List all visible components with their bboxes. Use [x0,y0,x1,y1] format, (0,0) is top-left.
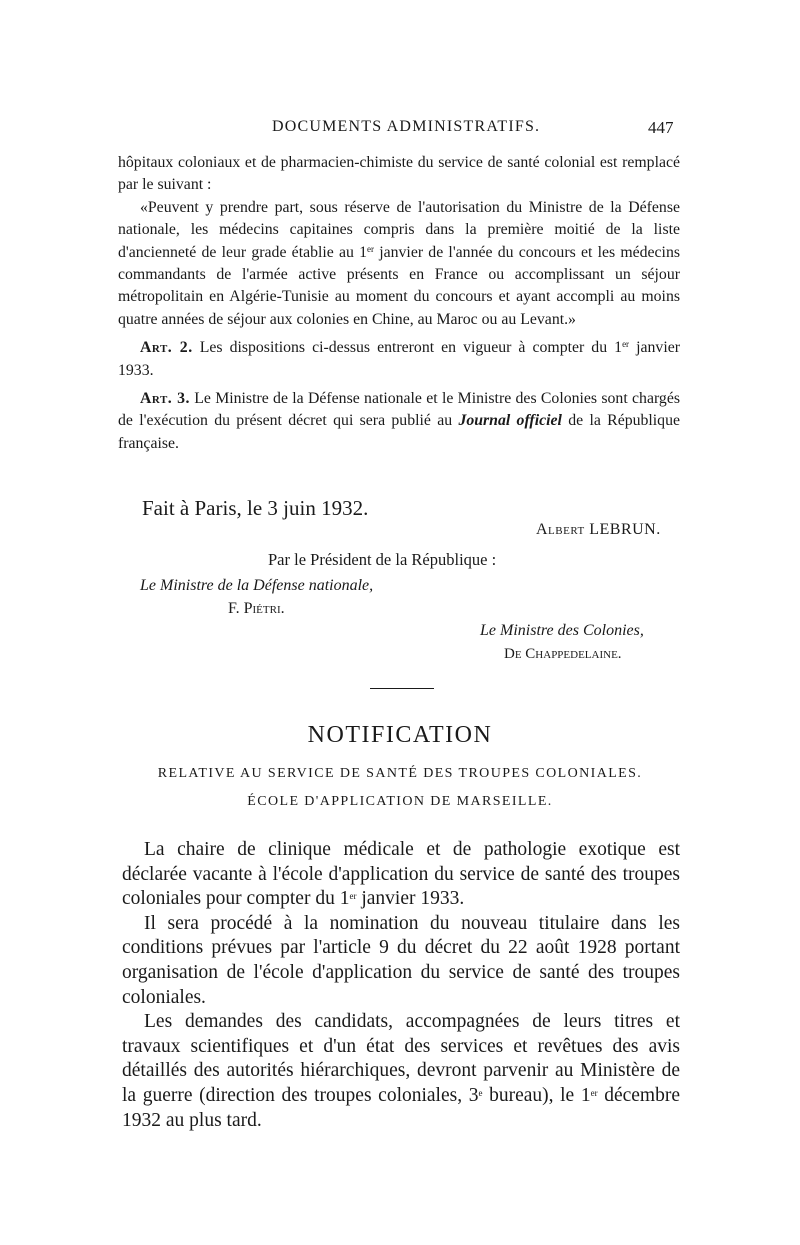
notification-subtitle-2: ÉCOLE D'APPLICATION DE MARSEILLE. [247,794,553,809]
decree-text [118,152,680,455]
running-head: DOCUMENTS ADMINISTRATIFS. [272,118,541,135]
section-divider [370,688,434,689]
minister-defense-name: F. Piétri. [228,600,285,617]
article-3: Art. 3. Le Ministre de la Défense nationale et le Ministre des Colonies sont chargés de l'exécution du présent décret qui sera publié au Journal officiel de la République française. [118,390,680,452]
notification-paragraph-1: La chaire de clinique médicale et de pathologie exotique est déclarée vacante à l'école d'application du service de santé des troupes coloniales pour compter du 1er janvier 1933. [122,839,680,910]
par-le-president: Par le Président de la République : [268,550,497,569]
minister-colonies-name: De Chappedelaine. [504,646,622,662]
article-3-label: Art. 3. [140,390,190,408]
president-signature: Albert LEBRUN. [536,521,661,538]
page-header [0,118,800,140]
journal-officiel: Journal officiel [458,412,562,430]
notification-subtitle-1: RELATIVE AU SERVICE DE SANTÉ DES TROUPES COLONIALES. [157,766,643,781]
article-2: Art. 2. Les dispositions ci-dessus entreront en vigueur à compter du 1er janvier 1933. [118,339,680,379]
page-number: 447 [648,118,674,137]
notification-title: NOTIFICATION [307,722,493,748]
minister-colonies-title: Le Ministre des Colonies, [480,622,644,639]
article-2-label: Art. 2. [140,339,193,357]
notification-body [122,838,680,1133]
notification-paragraph-3: Les demandes des candidats, accompagnées de leurs titres et travaux scientifiques et d'un état des services et revêtues des avis détaillés des autorités hiérarchiques, devront parvenir au Ministère de la guerre (direction des troupes coloniales, 3e bureau), le 1er décembre 1932 au plus tard. [122,1011,680,1131]
intro-paragraph: hôpitaux coloniaux et de pharmacien-chimiste du service de santé colonial est remplacé par le suivant : [118,154,680,194]
notification-paragraph-2: Il sera procédé à la nomination du nouveau titulaire dans les conditions prévues par l'article 9 du décret du 22 août 1928 portant organisation de l'école d'application du service de santé des troupes coloniales. [122,912,680,1008]
quote-paragraph: «Peuvent y prendre part, sous réserve de l'autorisation du Ministre de la Défense nationale, les médecins capitaines compris dans la première moitié de la liste d'ancienneté de leur grade établie au 1er janvier de l'année du concours et les médecins commandants de l'armée active présents en France ou accomplissant un séjour métropolitain en Algérie-Tunisie au moment du concours et ayant accompli au moins quatre années de séjour aux colonies en Chine, au Maroc ou au Levant.» [118,198,680,328]
place-and-date: Fait à Paris, le 3 juin 1932. [142,496,369,520]
minister-defense-title: Le Ministre de la Défense nationale, [140,577,374,594]
